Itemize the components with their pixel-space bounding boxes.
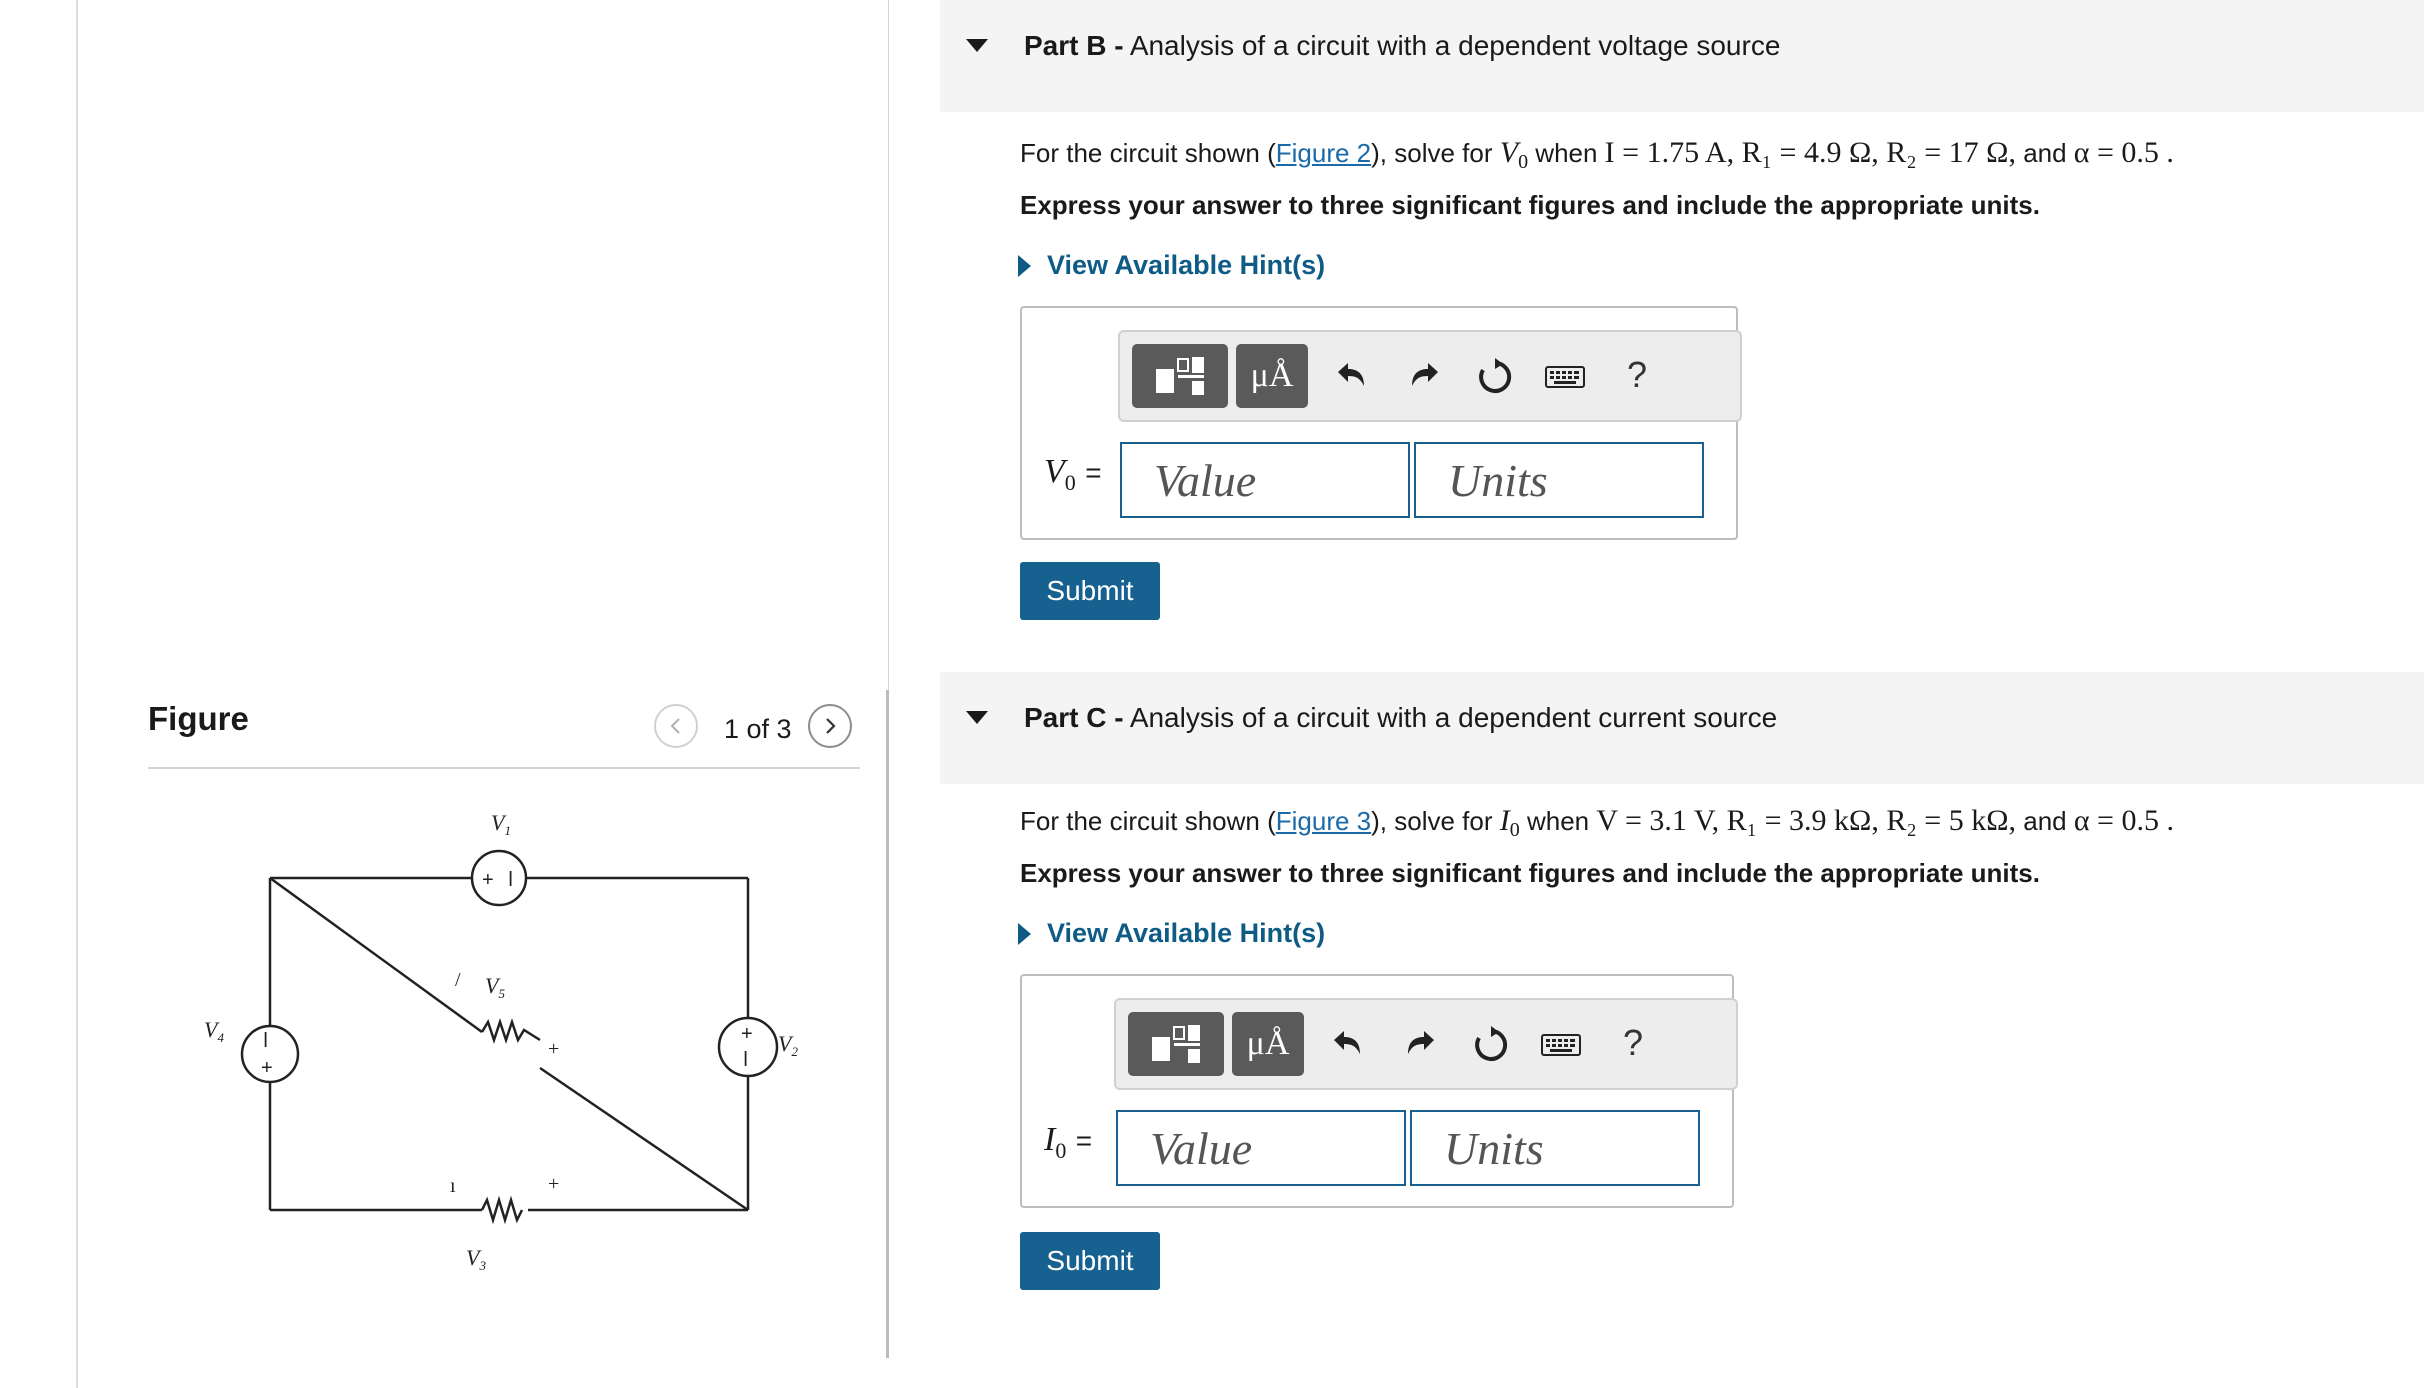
alpha-text: α = 0.5 .	[2073, 804, 2174, 837]
units-icon[interactable]: μÅ	[1236, 344, 1308, 408]
circuit-figure	[180, 800, 840, 1300]
wire-diagonal-lower	[540, 1068, 748, 1210]
units-input[interactable]: Units	[1414, 442, 1704, 518]
math-toolbar	[1118, 330, 1742, 422]
panel-divider[interactable]	[886, 690, 889, 1358]
hint-label: View Available Hint(s)	[1047, 250, 1326, 280]
keyboard-icon[interactable]	[1540, 352, 1590, 402]
question-text: For the circuit shown (	[1020, 806, 1276, 836]
math-toolbar	[1114, 998, 1738, 1090]
prev-figure-button[interactable]	[654, 704, 698, 748]
part-c-label: Part C -	[1024, 702, 1124, 733]
part-c-hint-toggle[interactable]	[1018, 918, 1325, 949]
expand-caret-icon	[1018, 923, 1031, 945]
part-c-question	[1020, 804, 2174, 842]
label-v1: $V_1$	[491, 810, 511, 838]
figure-2-link[interactable]: Figure 2	[1275, 138, 1372, 168]
figure-counter: 1 of 3	[724, 714, 792, 744]
part-c-title-text: Analysis of a circuit with a dependent current source	[1129, 702, 1778, 733]
question-text: when	[1519, 806, 1597, 836]
solve-var-sub: 0	[1509, 819, 1520, 842]
v3-minus-mark: ı	[450, 1175, 456, 1197]
units-input[interactable]: Units	[1410, 1110, 1700, 1186]
question-text: ), solve for	[1371, 806, 1500, 836]
question-text: and	[2016, 806, 2074, 836]
resistor-bottom-icon	[482, 1200, 522, 1220]
part-b-hint-toggle[interactable]	[1018, 250, 1325, 281]
next-figure-button[interactable]	[808, 704, 852, 748]
v2-plus-sign: +	[741, 1023, 753, 1045]
conditions-text: I = 1.75 A, R₁ = 4.9 Ω, R₂ = 17 Ω,	[1604, 136, 2016, 169]
redo-icon[interactable]	[1396, 1018, 1446, 1068]
v1-minus-sign: ǀ	[508, 869, 514, 891]
solve-var: V	[1499, 136, 1519, 169]
help-icon[interactable]: ?	[1622, 1022, 1644, 1063]
question-text: For the circuit shown (	[1020, 138, 1276, 168]
equals-sign: =	[1075, 1125, 1093, 1156]
part-c-answer-box	[1020, 974, 1734, 1208]
part-b-label: Part B -	[1024, 30, 1124, 61]
collapse-caret-icon[interactable]	[966, 39, 988, 52]
part-b-question	[1020, 136, 2174, 174]
equals-sign: =	[1085, 457, 1102, 488]
collapse-caret-icon[interactable]	[966, 711, 988, 724]
chevron-left-icon	[666, 716, 686, 736]
resistor-diagonal-icon	[482, 1022, 540, 1040]
undo-icon[interactable]	[1322, 1018, 1372, 1068]
reset-icon[interactable]	[1466, 1020, 1516, 1070]
chevron-right-icon	[820, 716, 840, 736]
figure-divider	[148, 767, 860, 769]
answer-var: I	[1044, 1121, 1056, 1158]
templates-icon[interactable]	[1128, 1012, 1224, 1076]
panel-divider-top	[888, 0, 889, 690]
alpha-text: α = 0.5 .	[2073, 136, 2174, 169]
expand-caret-icon	[1018, 255, 1031, 277]
wire-diagonal-upper	[270, 878, 482, 1032]
label-v4: $V_4$	[204, 1017, 224, 1045]
hint-label: View Available Hint(s)	[1047, 918, 1326, 948]
reset-icon[interactable]	[1470, 352, 1520, 402]
part-c-instruction: Express your answer to three significant figures and include the appropriate units.	[1020, 858, 2040, 888]
solve-var: I	[1499, 804, 1510, 837]
v5-plus-mark: +	[548, 1038, 560, 1060]
submit-button[interactable]: Submit	[1020, 562, 1160, 620]
question-text: and	[2015, 138, 2074, 168]
templates-icon[interactable]	[1132, 344, 1228, 408]
v4-plus-sign: +	[261, 1057, 273, 1079]
conditions-text: V = 3.1 V, R₁ = 3.9 kΩ, R₂ = 5 kΩ,	[1596, 804, 2017, 837]
question-text: ), solve for	[1371, 138, 1500, 168]
part-c-title	[1024, 702, 1777, 734]
v1-plus-sign: +	[482, 869, 494, 891]
answer-var-label	[1044, 1120, 1092, 1164]
undo-icon[interactable]	[1326, 350, 1376, 400]
answer-var-label	[1044, 452, 1102, 496]
keyboard-icon[interactable]	[1536, 1020, 1586, 1070]
source-v1-icon	[472, 851, 526, 905]
redo-icon[interactable]	[1400, 350, 1450, 400]
part-b-title-text: Analysis of a circuit with a dependent voltage source	[1129, 30, 1781, 61]
submit-button[interactable]: Submit	[1020, 1232, 1160, 1290]
part-b-answer-box	[1020, 306, 1738, 540]
v5-minus-mark: /	[455, 969, 461, 991]
label-v5: $V_5$	[485, 973, 505, 1001]
v2-minus-sign: ǀ	[743, 1049, 749, 1071]
answer-var-sub: 0	[1064, 469, 1076, 495]
question-text: when	[1528, 138, 1605, 168]
v4-minus-sign: ǀ	[263, 1030, 269, 1052]
solve-var-sub: 0	[1518, 151, 1529, 174]
left-margin-rule	[76, 0, 78, 1388]
answer-var-sub: 0	[1055, 1137, 1067, 1163]
value-input[interactable]: Value	[1116, 1110, 1406, 1186]
figure-3-link[interactable]: Figure 3	[1275, 806, 1372, 836]
label-v2: $V_2$	[778, 1031, 798, 1059]
units-icon[interactable]: μÅ	[1232, 1012, 1304, 1076]
part-b-title	[1024, 30, 1780, 62]
v3-plus-mark: +	[548, 1173, 560, 1195]
value-input[interactable]: Value	[1120, 442, 1410, 518]
figure-title: Figure	[148, 700, 249, 737]
label-v3: $V_3$	[466, 1245, 486, 1273]
answer-var: V	[1044, 453, 1065, 490]
part-b-instruction: Express your answer to three significant figures and include the appropriate units.	[1020, 190, 2040, 220]
help-icon[interactable]: ?	[1626, 354, 1648, 395]
